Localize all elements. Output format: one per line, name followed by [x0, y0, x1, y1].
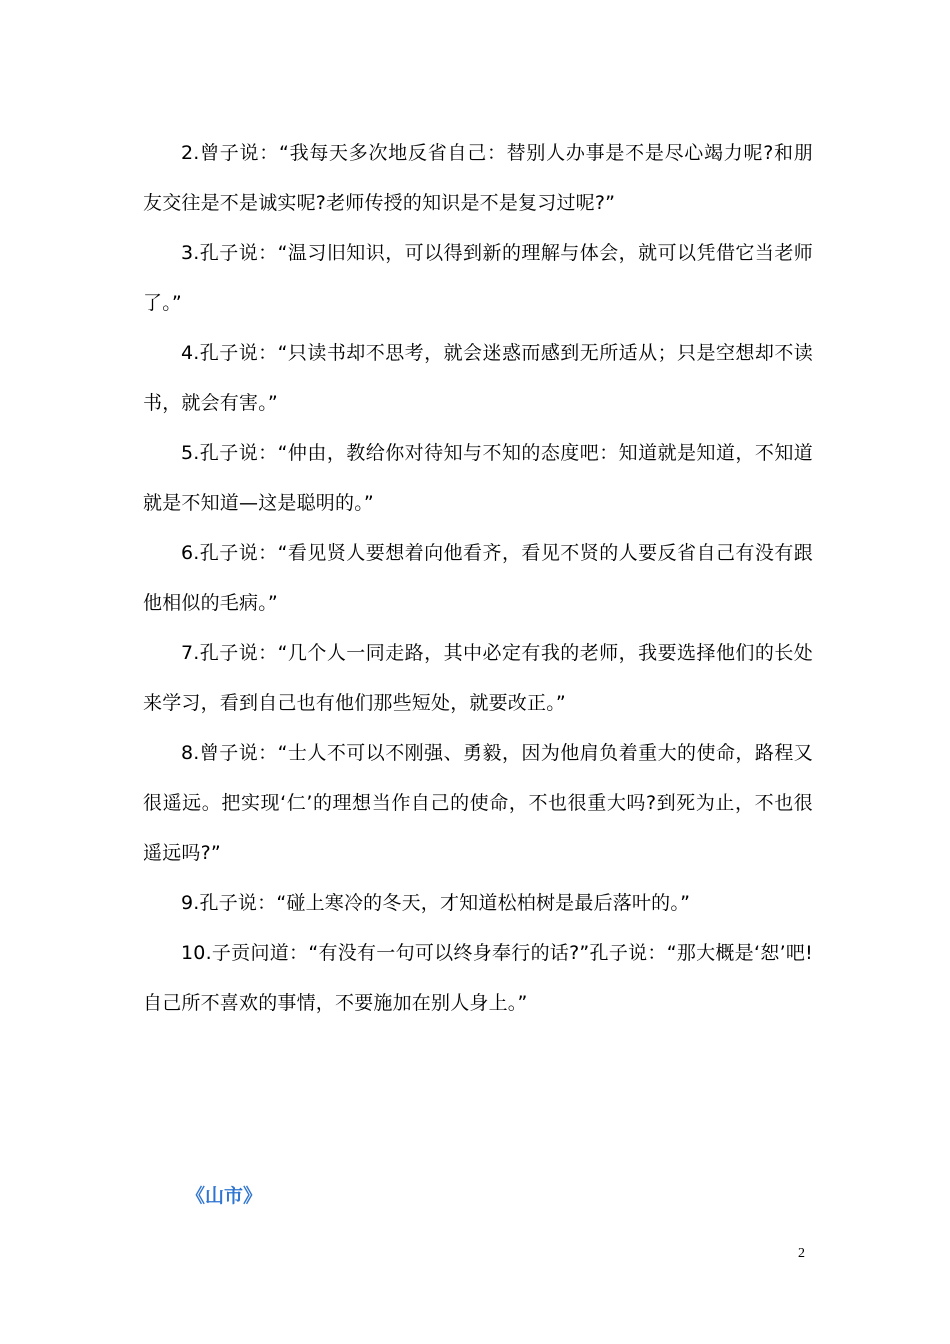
- page-number: 2: [798, 1246, 805, 1261]
- paragraph-5: 5.孔子说：“仲由，教给你对待知与不知的态度吧：知道就是知道，不知道就是不知道—这是聪明的。”: [143, 442, 813, 514]
- paragraph-7: 7.孔子说：“几个人一同走路，其中必定有我的老师，我要选择他们的长处来学习，看到自己也有他们那些短处，就要改正。”: [143, 642, 813, 714]
- document-body: [143, 128, 813, 1028]
- section-heading: 《山市》: [186, 1185, 263, 1207]
- paragraph-9: 9.孔子说：“碰上寒冷的冬天，才知道松柏树是最后落叶的。”: [181, 892, 691, 914]
- paragraph-8: 8.曾子说：“士人不可以不刚强、勇毅，因为他肩负着重大的使命，路程又很遥远。把实现‘仁’的理想当作自己的使命，不也很重大吗?到死为止，不也很遥远吗?”: [143, 742, 813, 864]
- paragraph-4: 4.孔子说：“只读书却不思考，就会迷惑而感到无所适从；只是空想却不读书，就会有害。”: [143, 342, 813, 414]
- paragraph-2: 2.曾子说：“我每天多次地反省自己：替别人办事是不是尽心竭力呢?和朋友交往是不是诚实呢?老师传授的知识是不是复习过呢?”: [143, 142, 813, 214]
- paragraph-6: 6.孔子说：“看见贤人要想着向他看齐，看见不贤的人要反省自己有没有跟他相似的毛病。”: [143, 542, 813, 614]
- paragraph-3: 3.孔子说：“温习旧知识，可以得到新的理解与体会，就可以凭借它当老师了。”: [143, 242, 813, 314]
- paragraph-10: 10.子贡问道：“有没有一句可以终身奉行的话?”孔子说：“那大概是‘恕’吧!自己所不喜欢的事情，不要施加在别人身上。”: [143, 942, 813, 1014]
